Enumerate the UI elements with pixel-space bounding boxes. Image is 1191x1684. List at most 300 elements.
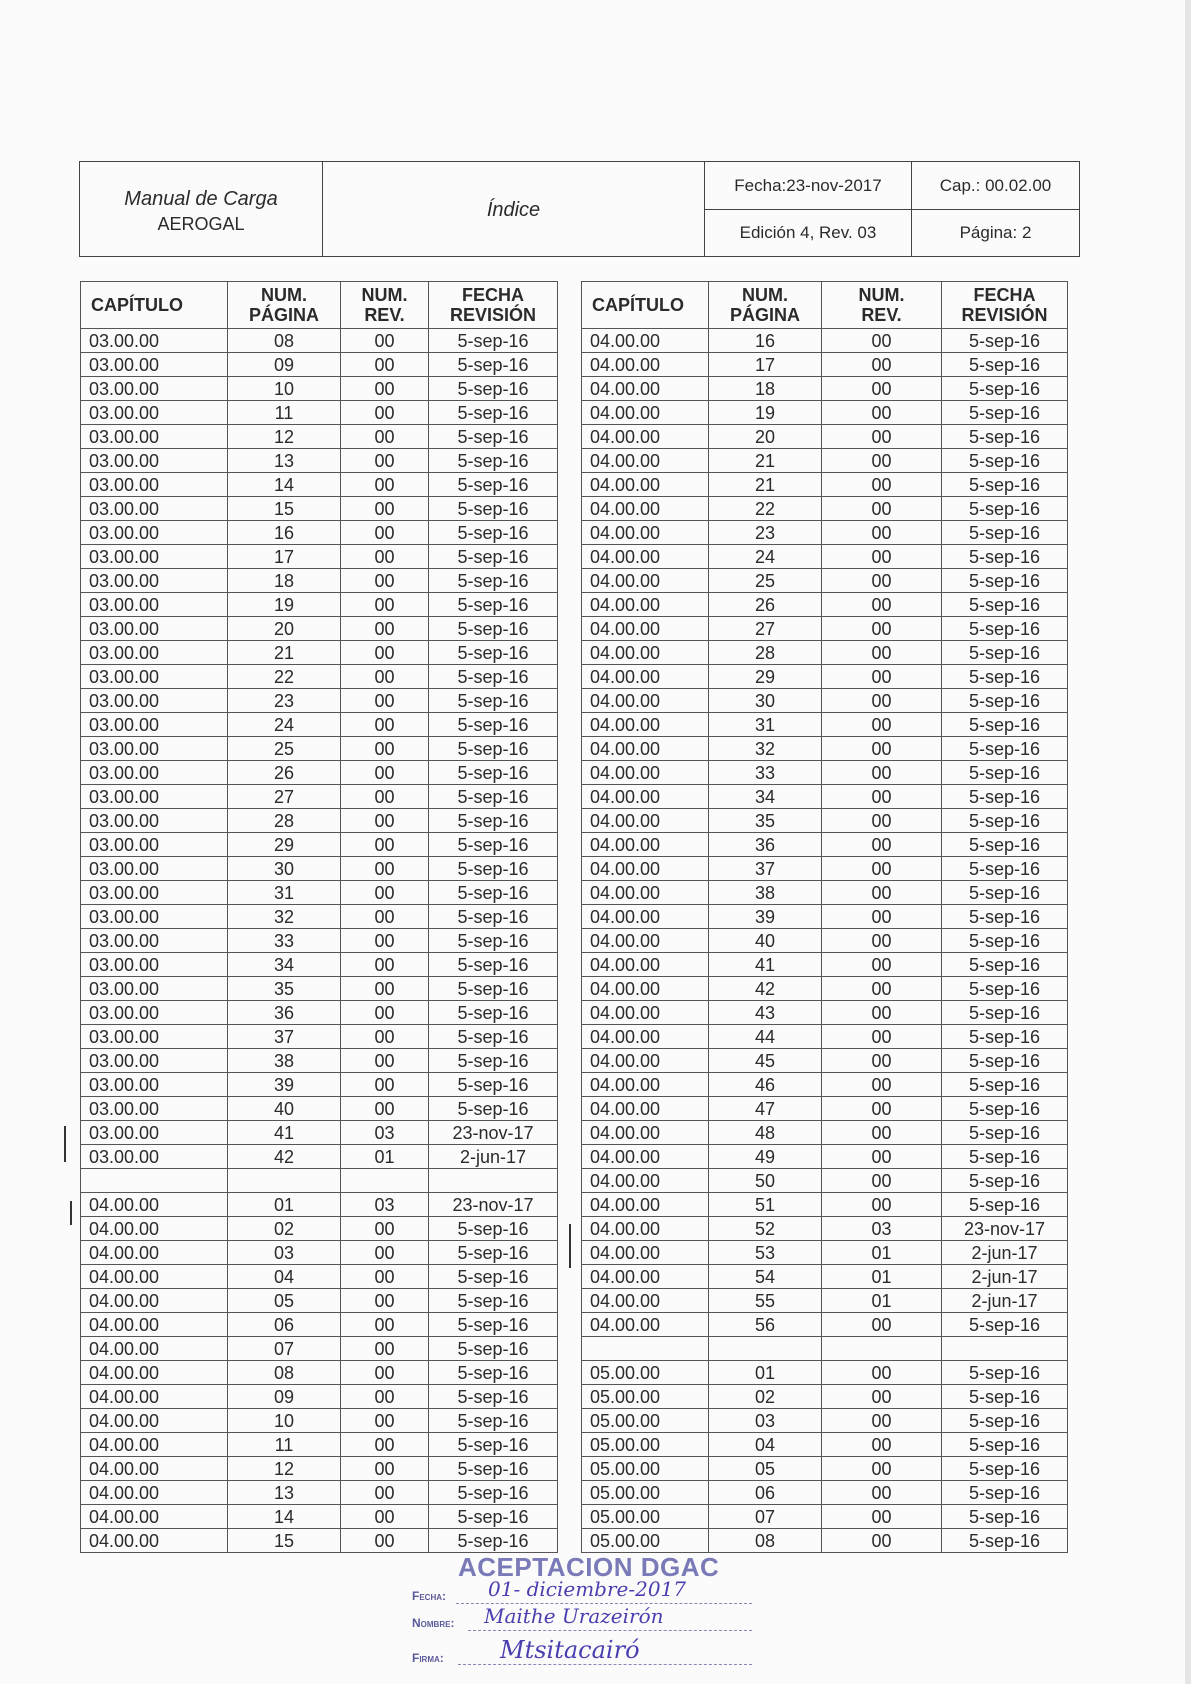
cell-num-rev: 00 — [822, 593, 942, 617]
cell-num-rev: 00 — [341, 545, 429, 569]
cell-num-pagina: 36 — [228, 1001, 341, 1025]
cell-capitulo: 03.00.00 — [81, 497, 228, 521]
cell-num-pagina: 23 — [709, 521, 822, 545]
cell-num-pagina: 42 — [709, 977, 822, 1001]
cell-num-pagina: 11 — [228, 401, 341, 425]
cell-fecha-revision: 5-sep-16 — [429, 593, 558, 617]
cell-capitulo: 03.00.00 — [81, 1049, 228, 1073]
table-row — [81, 377, 558, 401]
table-row — [81, 1361, 558, 1385]
cell-num-pagina: 15 — [228, 1529, 341, 1553]
cell-capitulo: 04.00.00 — [582, 353, 709, 377]
cell-num-pagina: 50 — [709, 1169, 822, 1193]
cell-num-rev: 03 — [822, 1217, 942, 1241]
cell-fecha-revision: 5-sep-16 — [429, 1361, 558, 1385]
table-row — [582, 401, 1068, 425]
cell-num-rev: 00 — [341, 1313, 429, 1337]
table-row — [81, 737, 558, 761]
cell-fecha-revision: 5-sep-16 — [942, 425, 1068, 449]
cell-fecha-revision: 5-sep-16 — [429, 1457, 558, 1481]
cell-num-pagina: 26 — [709, 593, 822, 617]
cell-num-pagina: 38 — [709, 881, 822, 905]
cell-num-rev: 00 — [822, 1025, 942, 1049]
cell-fecha-revision: 5-sep-16 — [942, 689, 1068, 713]
table-row — [582, 1313, 1068, 1337]
table-row — [582, 1193, 1068, 1217]
cell-num-rev: 00 — [822, 377, 942, 401]
table-row — [582, 761, 1068, 785]
table-row — [81, 905, 558, 929]
cell-num-rev: 00 — [822, 713, 942, 737]
cell-num-rev: 00 — [341, 1289, 429, 1313]
cell-fecha-revision: 5-sep-16 — [942, 521, 1068, 545]
table-row — [81, 545, 558, 569]
table-row — [81, 1025, 558, 1049]
cell-capitulo: 03.00.00 — [81, 1097, 228, 1121]
cell-fecha-revision: 5-sep-16 — [942, 761, 1068, 785]
cell-num-pagina: 46 — [709, 1073, 822, 1097]
cell-num-rev — [341, 1169, 429, 1193]
table-row — [582, 569, 1068, 593]
cell-capitulo: 05.00.00 — [582, 1481, 709, 1505]
cell-fecha-revision: 5-sep-16 — [942, 665, 1068, 689]
cell-capitulo: 04.00.00 — [582, 977, 709, 1001]
cell-num-pagina: 35 — [228, 977, 341, 1001]
cell-num-rev: 00 — [341, 1097, 429, 1121]
table-row — [81, 929, 558, 953]
cell-num-pagina: 05 — [709, 1457, 822, 1481]
document-header — [79, 161, 1080, 257]
cell-capitulo: 04.00.00 — [582, 401, 709, 425]
cell-num-rev: 00 — [341, 665, 429, 689]
cell-capitulo: 04.00.00 — [582, 857, 709, 881]
cell-num-pagina: 37 — [709, 857, 822, 881]
cell-capitulo: 05.00.00 — [582, 1505, 709, 1529]
cell-capitulo: 03.00.00 — [81, 521, 228, 545]
cell-capitulo: 03.00.00 — [81, 401, 228, 425]
cell-num-pagina: 13 — [228, 449, 341, 473]
table-row — [81, 1073, 558, 1097]
cell-num-pagina: 55 — [709, 1289, 822, 1313]
cell-num-rev: 00 — [822, 785, 942, 809]
table-row — [582, 425, 1068, 449]
cell-capitulo: 03.00.00 — [81, 1001, 228, 1025]
cell-num-rev: 00 — [341, 1505, 429, 1529]
cell-num-rev — [822, 1337, 942, 1361]
table-row — [582, 377, 1068, 401]
cell-num-pagina: 09 — [228, 1385, 341, 1409]
cell-fecha-revision: 5-sep-16 — [429, 497, 558, 521]
cell-num-pagina: 09 — [228, 353, 341, 377]
cell-num-pagina: 13 — [228, 1481, 341, 1505]
cell-fecha-revision: 5-sep-16 — [429, 1385, 558, 1409]
cell-capitulo: 03.00.00 — [81, 809, 228, 833]
cell-num-pagina: 08 — [709, 1529, 822, 1553]
page-edge — [1185, 0, 1191, 1684]
cell-fecha-revision: 5-sep-16 — [429, 737, 558, 761]
cell-fecha-revision: 5-sep-16 — [429, 1241, 558, 1265]
cell-num-rev: 00 — [341, 569, 429, 593]
cell-num-pagina: 16 — [228, 521, 341, 545]
cell-num-pagina: 51 — [709, 1193, 822, 1217]
cell-capitulo: 04.00.00 — [582, 1097, 709, 1121]
header-capitulo: CAPÍTULO — [582, 282, 709, 329]
cell-capitulo: 03.00.00 — [81, 713, 228, 737]
table-row — [582, 1145, 1068, 1169]
cell-fecha-revision: 5-sep-16 — [429, 449, 558, 473]
cell-num-rev: 01 — [822, 1241, 942, 1265]
cell-fecha-revision: 5-sep-16 — [942, 905, 1068, 929]
cell-num-rev: 00 — [341, 1361, 429, 1385]
cell-capitulo: 04.00.00 — [582, 929, 709, 953]
cell-num-rev: 00 — [822, 977, 942, 1001]
table-row — [582, 497, 1068, 521]
cell-fecha-revision: 5-sep-16 — [429, 881, 558, 905]
table-row — [582, 1169, 1068, 1193]
cell-num-rev: 00 — [341, 617, 429, 641]
cell-fecha-revision: 5-sep-16 — [942, 1385, 1068, 1409]
cell-fecha-revision: 5-sep-16 — [429, 713, 558, 737]
cell-fecha-revision: 5-sep-16 — [942, 1457, 1068, 1481]
page-number: Página: 2 — [959, 222, 1032, 242]
cell-num-pagina: 36 — [709, 833, 822, 857]
stamp-nombre-label: Nombre: — [412, 1616, 455, 1630]
table-row — [582, 1025, 1068, 1049]
header-title-cell — [323, 162, 705, 256]
cell-capitulo: 04.00.00 — [582, 617, 709, 641]
cell-num-pagina: 28 — [709, 641, 822, 665]
cell-num-rev: 00 — [341, 761, 429, 785]
cell-capitulo: 04.00.00 — [582, 1241, 709, 1265]
cell-num-rev: 00 — [341, 1025, 429, 1049]
cell-num-rev: 00 — [822, 737, 942, 761]
cell-capitulo: 04.00.00 — [582, 497, 709, 521]
table-row — [582, 473, 1068, 497]
cell-fecha-revision: 2-jun-17 — [942, 1241, 1068, 1265]
cell-capitulo: 04.00.00 — [81, 1337, 228, 1361]
cell-capitulo: 03.00.00 — [81, 1145, 228, 1169]
cell-capitulo: 04.00.00 — [582, 665, 709, 689]
stamp-firma-label: Firma: — [412, 1651, 444, 1665]
table-row — [81, 329, 558, 353]
cell-num-rev: 00 — [822, 1409, 942, 1433]
cell-num-pagina: 12 — [228, 425, 341, 449]
cell-capitulo: 03.00.00 — [81, 857, 228, 881]
table-row — [582, 1121, 1068, 1145]
cell-num-pagina: 25 — [228, 737, 341, 761]
cell-capitulo: 05.00.00 — [582, 1433, 709, 1457]
table-row — [81, 1145, 558, 1169]
cell-fecha-revision: 5-sep-16 — [942, 1481, 1068, 1505]
cell-fecha-revision: 5-sep-16 — [942, 449, 1068, 473]
cell-fecha-revision: 5-sep-16 — [942, 1049, 1068, 1073]
table-row — [81, 593, 558, 617]
cell-num-rev: 00 — [341, 713, 429, 737]
cell-fecha-revision: 5-sep-16 — [429, 665, 558, 689]
cell-num-pagina: 02 — [228, 1217, 341, 1241]
cell-capitulo: 04.00.00 — [582, 953, 709, 977]
cell-fecha-revision: 2-jun-17 — [942, 1289, 1068, 1313]
cell-num-rev: 00 — [341, 497, 429, 521]
cell-fecha-revision: 5-sep-16 — [429, 905, 558, 929]
cell-capitulo: 03.00.00 — [81, 953, 228, 977]
cell-num-rev: 00 — [341, 377, 429, 401]
cell-capitulo: 03.00.00 — [81, 353, 228, 377]
cell-capitulo: 03.00.00 — [81, 689, 228, 713]
table-row — [81, 1049, 558, 1073]
cell-num-pagina: 33 — [228, 929, 341, 953]
cell-num-pagina: 40 — [709, 929, 822, 953]
cell-capitulo: 04.00.00 — [582, 1265, 709, 1289]
cell-capitulo: 03.00.00 — [81, 473, 228, 497]
stamp-title: ACEPTACION DGAC — [458, 1552, 720, 1582]
cell-fecha-revision: 5-sep-16 — [942, 545, 1068, 569]
table-row — [81, 1409, 558, 1433]
cell-num-pagina: 28 — [228, 809, 341, 833]
cell-num-pagina: 19 — [709, 401, 822, 425]
cell-capitulo: 03.00.00 — [81, 1025, 228, 1049]
cell-fecha-revision — [942, 1337, 1068, 1361]
header-num-pagina: NUM. PÁGINA — [228, 282, 341, 329]
table-row — [582, 1337, 1068, 1361]
cell-num-pagina: 21 — [228, 641, 341, 665]
cell-num-pagina: 10 — [228, 377, 341, 401]
header-manual-cell — [80, 162, 323, 256]
table-row — [81, 713, 558, 737]
table-row — [582, 1049, 1068, 1073]
cell-num-rev: 01 — [822, 1265, 942, 1289]
cell-capitulo: 04.00.00 — [582, 905, 709, 929]
cell-fecha-revision: 2-jun-17 — [429, 1145, 558, 1169]
cell-capitulo: 03.00.00 — [81, 929, 228, 953]
cell-num-pagina: 17 — [709, 353, 822, 377]
cell-fecha-revision: 5-sep-16 — [429, 329, 558, 353]
cell-capitulo: 04.00.00 — [582, 521, 709, 545]
cell-fecha-revision: 5-sep-16 — [429, 1481, 558, 1505]
cell-capitulo: 03.00.00 — [81, 449, 228, 473]
table-row — [582, 785, 1068, 809]
cell-num-pagina: 06 — [709, 1481, 822, 1505]
cell-num-pagina: 30 — [709, 689, 822, 713]
cell-num-rev: 00 — [341, 689, 429, 713]
cell-fecha-revision: 5-sep-16 — [942, 1025, 1068, 1049]
cell-num-rev: 00 — [822, 401, 942, 425]
cell-num-rev: 00 — [822, 761, 942, 785]
cell-num-pagina: 37 — [228, 1025, 341, 1049]
cell-fecha-revision: 5-sep-16 — [429, 1217, 558, 1241]
cell-capitulo: 04.00.00 — [582, 1313, 709, 1337]
cell-fecha-revision: 5-sep-16 — [942, 713, 1068, 737]
cell-num-pagina: 01 — [709, 1361, 822, 1385]
cell-num-rev: 00 — [822, 497, 942, 521]
cell-capitulo: 03.00.00 — [81, 665, 228, 689]
cell-fecha-revision: 5-sep-16 — [942, 641, 1068, 665]
index-table-right — [581, 281, 1068, 1553]
cell-num-pagina — [228, 1169, 341, 1193]
cell-fecha-revision: 5-sep-16 — [942, 1073, 1068, 1097]
cell-num-pagina: 27 — [228, 785, 341, 809]
table-row — [81, 1529, 558, 1553]
table-row — [81, 833, 558, 857]
cell-capitulo — [582, 1337, 709, 1361]
cell-num-pagina: 32 — [709, 737, 822, 761]
cell-capitulo: 03.00.00 — [81, 377, 228, 401]
cell-capitulo: 04.00.00 — [582, 809, 709, 833]
table-row — [582, 857, 1068, 881]
cell-num-rev: 00 — [822, 1433, 942, 1457]
table-row — [582, 881, 1068, 905]
cell-fecha-revision: 5-sep-16 — [429, 641, 558, 665]
cell-num-pagina: 14 — [228, 1505, 341, 1529]
cell-num-rev: 00 — [822, 1481, 942, 1505]
cell-num-rev: 00 — [341, 1265, 429, 1289]
table-row — [582, 1361, 1068, 1385]
cell-num-pagina: 43 — [709, 1001, 822, 1025]
cell-fecha-revision: 5-sep-16 — [429, 1337, 558, 1361]
cell-num-rev: 00 — [341, 809, 429, 833]
table-row — [81, 521, 558, 545]
cell-capitulo: 04.00.00 — [81, 1217, 228, 1241]
cell-capitulo: 05.00.00 — [582, 1457, 709, 1481]
cell-fecha-revision: 5-sep-16 — [942, 809, 1068, 833]
stamp-nombre-line — [468, 1630, 752, 1631]
cell-num-pagina: 42 — [228, 1145, 341, 1169]
cell-num-pagina: 20 — [228, 617, 341, 641]
cell-num-pagina: 08 — [228, 1361, 341, 1385]
cell-num-pagina: 11 — [228, 1433, 341, 1457]
table-row — [81, 1313, 558, 1337]
stamp-fecha-value: 01- diciembre-2017 — [488, 1577, 687, 1601]
cell-fecha-revision: 5-sep-16 — [942, 401, 1068, 425]
revision-bar — [64, 1126, 66, 1162]
cell-num-pagina: 18 — [228, 569, 341, 593]
cell-num-pagina: 39 — [228, 1073, 341, 1097]
cell-num-pagina: 31 — [709, 713, 822, 737]
table-row — [81, 689, 558, 713]
cell-capitulo: 04.00.00 — [582, 1289, 709, 1313]
table-row — [582, 977, 1068, 1001]
cell-num-pagina: 29 — [709, 665, 822, 689]
table-header-row — [81, 282, 558, 329]
cell-num-rev: 00 — [341, 905, 429, 929]
cell-num-pagina: 19 — [228, 593, 341, 617]
cell-num-rev: 00 — [822, 1097, 942, 1121]
table-row — [582, 665, 1068, 689]
revision-bar — [70, 1201, 72, 1225]
cell-fecha-revision: 5-sep-16 — [942, 473, 1068, 497]
table-row — [81, 569, 558, 593]
cell-num-pagina: 14 — [228, 473, 341, 497]
cell-num-rev: 00 — [341, 401, 429, 425]
cell-capitulo: 04.00.00 — [582, 1025, 709, 1049]
cell-num-rev: 00 — [822, 1121, 942, 1145]
table-row — [81, 1457, 558, 1481]
cell-num-pagina: 39 — [709, 905, 822, 929]
cell-fecha-revision: 5-sep-16 — [429, 785, 558, 809]
table-row — [81, 473, 558, 497]
table-row — [81, 641, 558, 665]
cell-num-rev: 00 — [822, 1361, 942, 1385]
cell-num-pagina: 47 — [709, 1097, 822, 1121]
cell-capitulo: 04.00.00 — [81, 1361, 228, 1385]
cell-num-rev: 00 — [822, 353, 942, 377]
table-row — [582, 737, 1068, 761]
cell-capitulo: 03.00.00 — [81, 905, 228, 929]
cell-num-pagina: 03 — [709, 1409, 822, 1433]
cell-fecha-revision: 5-sep-16 — [942, 857, 1068, 881]
cell-num-rev: 00 — [822, 1457, 942, 1481]
cell-num-rev: 00 — [822, 1073, 942, 1097]
table-row — [582, 1385, 1068, 1409]
cell-fecha-revision: 5-sep-16 — [942, 1505, 1068, 1529]
cell-num-pagina: 18 — [709, 377, 822, 401]
cell-capitulo: 04.00.00 — [582, 377, 709, 401]
cell-fecha-revision: 5-sep-16 — [942, 1121, 1068, 1145]
cell-num-rev: 00 — [341, 785, 429, 809]
cell-num-rev: 00 — [341, 977, 429, 1001]
table-row — [81, 1217, 558, 1241]
table-row — [582, 1217, 1068, 1241]
cell-num-pagina: 12 — [228, 1457, 341, 1481]
cell-capitulo: 04.00.00 — [582, 785, 709, 809]
cell-capitulo: 04.00.00 — [582, 833, 709, 857]
table-row — [582, 545, 1068, 569]
cell-fecha-revision: 5-sep-16 — [942, 1193, 1068, 1217]
cell-num-pagina: 40 — [228, 1097, 341, 1121]
index-table-left — [80, 281, 558, 1553]
document-title: Índice — [486, 199, 541, 221]
cell-fecha-revision: 23-nov-17 — [429, 1121, 558, 1145]
revision-bar — [569, 1224, 571, 1268]
cell-num-rev: 00 — [341, 1409, 429, 1433]
cell-num-pagina: 54 — [709, 1265, 822, 1289]
cell-capitulo: 04.00.00 — [582, 1073, 709, 1097]
cell-fecha-revision: 5-sep-16 — [942, 497, 1068, 521]
cell-num-rev: 00 — [822, 881, 942, 905]
table-row — [582, 1529, 1068, 1553]
table-row — [582, 905, 1068, 929]
cell-capitulo: 04.00.00 — [582, 473, 709, 497]
cell-num-pagina: 53 — [709, 1241, 822, 1265]
table-row — [582, 329, 1068, 353]
cell-num-pagina: 44 — [709, 1025, 822, 1049]
table-row — [81, 1097, 558, 1121]
cell-fecha-revision: 23-nov-17 — [942, 1217, 1068, 1241]
cell-fecha-revision: 5-sep-16 — [942, 1433, 1068, 1457]
table-row — [81, 1121, 558, 1145]
header-fecha-revision: FECHA REVISIÓN — [942, 282, 1068, 329]
cell-capitulo: 03.00.00 — [81, 641, 228, 665]
cell-fecha-revision: 5-sep-16 — [942, 593, 1068, 617]
table-row — [81, 1481, 558, 1505]
cell-num-rev: 00 — [822, 1385, 942, 1409]
table-row — [582, 521, 1068, 545]
cell-capitulo: 04.00.00 — [81, 1433, 228, 1457]
cell-num-rev: 00 — [822, 929, 942, 953]
table-row — [81, 1169, 558, 1193]
cell-capitulo: 04.00.00 — [81, 1481, 228, 1505]
header-chapter-cell — [912, 162, 1079, 256]
cell-fecha-revision: 5-sep-16 — [942, 1361, 1068, 1385]
cell-capitulo: 04.00.00 — [582, 641, 709, 665]
header-capitulo: CAPÍTULO — [81, 282, 228, 329]
cell-capitulo: 04.00.00 — [582, 425, 709, 449]
edition-revision: Edición 4, Rev. 03 — [739, 222, 877, 242]
cell-capitulo: 04.00.00 — [582, 569, 709, 593]
cell-num-rev: 00 — [822, 1145, 942, 1169]
cell-num-rev: 00 — [341, 1457, 429, 1481]
revision-date: Fecha:23-nov-2017 — [705, 162, 911, 210]
